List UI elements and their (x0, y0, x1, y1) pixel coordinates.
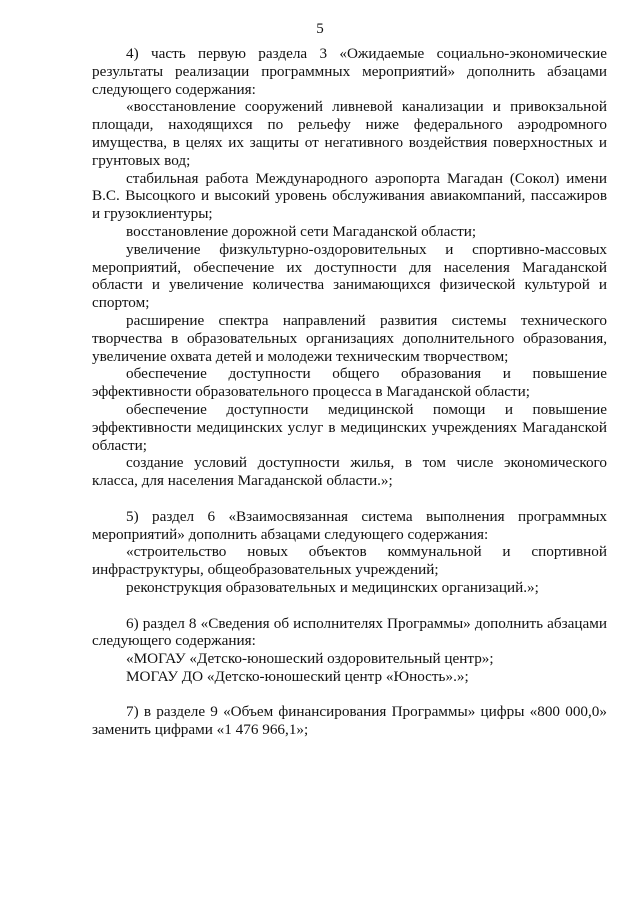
paragraph: увеличение физкультурно-оздоровительных и спортивно-массовых мероприятий, обеспечение их доступности для населения Магаданской области и увеличение количества занимающихся физической культурой и спортом; (92, 240, 607, 312)
paragraph: реконструкция образовательных и медицинских организаций.»; (126, 578, 539, 596)
paragraph: расширение спектра направлений развития системы технического творчества в образовательных организациях дополнительного образования, увеличение охвата детей и молодежи техническим творчеством; (92, 311, 607, 365)
amendment-item-5: 5) раздел 6 «Взаимосвязанная система выполнения программных мероприятий» дополнить абзацами следующего содержания: (92, 507, 607, 543)
paragraph: восстановление дорожной сети Магаданской области; (126, 222, 477, 240)
paragraph: «МОГАУ «Детско-юношеский оздоровительный центр»; (126, 650, 494, 668)
paragraph: «строительство новых объектов коммунальной и спортивной инфраструктуры, общеобразовательных учреждений; (92, 543, 607, 579)
paragraph: создание условий доступности жилья, в том числе экономического класса, для населения Магаданской области.»; (92, 454, 607, 490)
amendment-item-7: 7) в разделе 9 «Объем финансирования Программы» цифры «800 000,0» заменить цифрами «1 476 966,1»; (92, 703, 607, 739)
paragraph: МОГАУ ДО «Детско-юношеский центр «Юность».»; (126, 667, 469, 685)
paragraph: стабильная работа Международного аэропорта Магадан (Сокол) имени В.С. Высоцкого и высокий уровень обслуживания авиакомпаний, пассажиров и грузоклиентуры; (92, 169, 607, 223)
amendment-item-6: 6) раздел 8 «Сведения об исполнителях Программы» дополнить абзацами следующего содержания: (92, 614, 607, 650)
page-number: 5 (316, 21, 324, 37)
document-body (92, 45, 607, 739)
paragraph: «восстановление сооружений ливневой канализации и привокзальной площади, находящихся по рельефу ниже федерального аэродромного имущества, в целях их защиты от негативного воздействия поверхностных и грунтовых вод; (92, 98, 607, 169)
paragraph: обеспечение доступности медицинской помощи и повышение эффективности медицинских услуг в медицинских учреждениях Магаданской области; (92, 400, 607, 454)
paragraph: обеспечение доступности общего образования и повышение эффективности образовательного процесса в Магаданской области; (92, 365, 607, 401)
amendment-item-4: 4) часть первую раздела 3 «Ожидаемые социально-экономические результаты реализации программных мероприятий» дополнить абзацами следующего содержания: (92, 45, 607, 98)
